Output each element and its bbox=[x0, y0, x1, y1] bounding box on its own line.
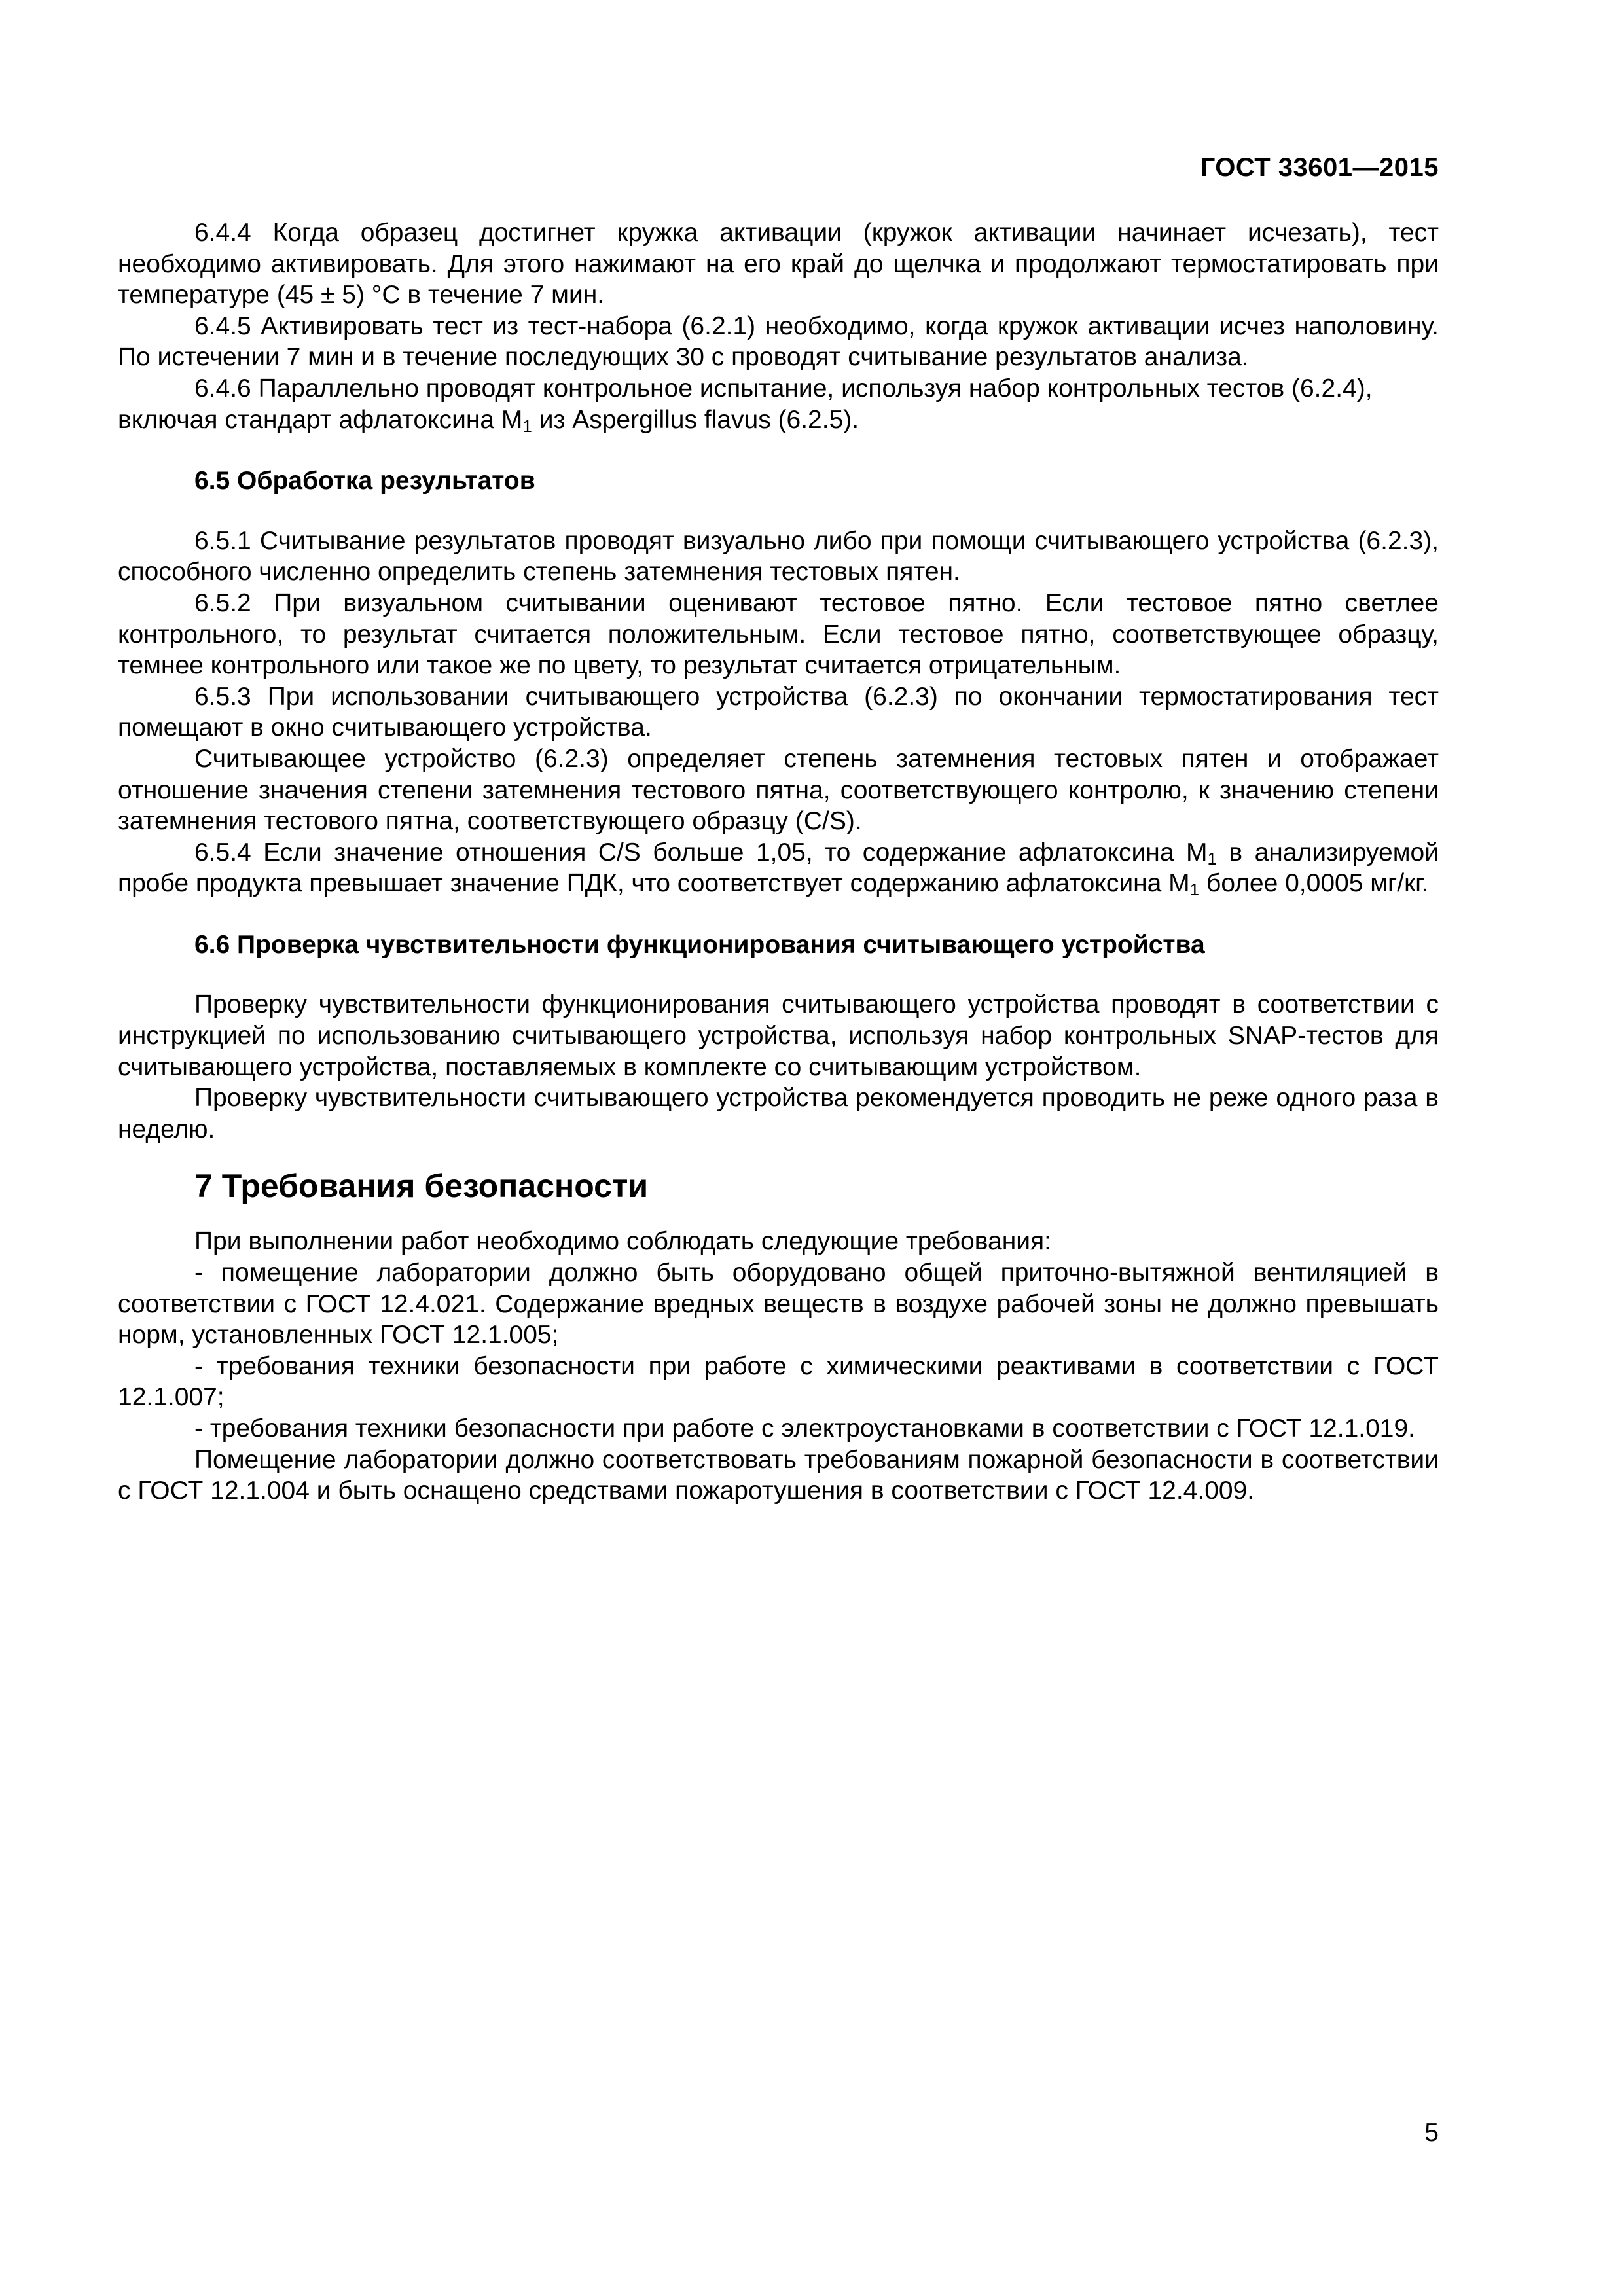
paragraph-7-chemicals: - требования техники безопасности при работе с химическими реактивами в соответствии с ГОСТ 12.1.007; bbox=[118, 1352, 1439, 1412]
paragraph-6-5-4-subscript-2: 1 bbox=[1189, 880, 1200, 900]
section-6-6-heading: 6.6 Проверка чувствительности функционирования считывающего устройства bbox=[194, 930, 1205, 959]
section-6-5-heading: 6.5 Обработка результатов bbox=[194, 467, 535, 495]
standard-header: ГОСТ 33601—2015 bbox=[1200, 153, 1439, 182]
paragraph-6-5-4-text-a: 6.5.4 Если значение отношения C/S больше 1,05, то содержание афлатоксина М bbox=[194, 838, 1208, 867]
paragraph-6-4-5: 6.4.5 Активировать тест из тест-набора (6.2.1) необходимо, когда кружок активации исчез наполовину. По истечении 7 мин и в течение последующих 30 с проводят считывание результатов анализа. bbox=[118, 312, 1439, 372]
paragraph-6-6-1: Проверку чувствительности функционирования считывающего устройства проводят в соответствии с инструкцией по использованию считывающего устройства, используя набор контрольных SNAP-тестов для считывающего устройства, поставляемых в комплекте со считывающим устройством. bbox=[118, 990, 1439, 1081]
paragraph-6-4-6 bbox=[118, 373, 1439, 435]
paragraph-6-4-6-text-b: из Aspergillus flavus (6.2.5). bbox=[532, 405, 859, 434]
paragraph-7-intro: При выполнении работ необходимо соблюдать следующие требования: bbox=[194, 1227, 1051, 1256]
paragraph-6-5-4-text-b: в анализируемой пробе продукта превышает значение ПДК, что соответствует содержанию афлатоксина М bbox=[118, 838, 1439, 898]
section-7-heading: 7 Требования безопасности bbox=[194, 1168, 649, 1205]
paragraph-6-6-2: Проверку чувствительности считывающего устройства рекомендуется проводить не реже одного раза в неделю. bbox=[118, 1084, 1439, 1143]
paragraph-6-5-3-reader: Считывающее устройство (6.2.3) определяет степень затемнения тестовых пятен и отображает отношение значения степени затемнения тестового пятна, соответствующего контролю, к значению степени затемнения тестового пятна, соответствующего образцу (C/S). bbox=[118, 744, 1439, 836]
paragraph-6-5-4-subscript-1: 1 bbox=[1207, 848, 1217, 869]
page-content bbox=[118, 217, 1439, 1507]
paragraph-6-5-2: 6.5.2 При визуальном считывании оценивают тестовое пятно. Если тестовое пятно светлее контрольного, то результат считается положительным. Если тестовое пятно, соответствующее образцу, темнее контрольного или такое же по цвету, то результат считается отрицательным. bbox=[118, 588, 1439, 680]
page-number: 5 bbox=[1424, 2119, 1439, 2147]
paragraph-6-4-4: 6.4.4 Когда образец достигнет кружка активации (кружок активации начинает исчезать), тест необходимо активировать. Для этого нажимают на его край до щелчка и продолжают термостатировать при температуре (45 ± 5) °С в течение 7 мин. bbox=[118, 219, 1439, 310]
paragraph-7-fire-safety: Помещение лаборатории должно соответствовать требованиям пожарной безопасности в соответствии с ГОСТ 12.1.004 и быть оснащено средствами пожаротушения в соответствии с ГОСТ 12.4.009. bbox=[118, 1445, 1439, 1505]
paragraph-6-4-6-text-a: 6.4.6 Параллельно проводят контрольное испытание, используя набор контрольных тестов (6.2.4), включая стандарт афлатоксина М bbox=[118, 374, 1373, 434]
paragraph-6-5-4 bbox=[118, 837, 1439, 899]
paragraph-6-5-1: 6.5.1 Считывание результатов проводят визуально либо при помощи считывающего устройства (6.2.3), способного численно определить степень затемнения тестовых пятен. bbox=[118, 526, 1439, 586]
paragraph-6-5-4-text-c: более 0,0005 мг/кг. bbox=[1199, 869, 1429, 898]
paragraph-7-ventilation: - помещение лаборатории должно быть оборудовано общей приточно-вытяжной вентиляцией в соответствии с ГОСТ 12.4.021. Содержание вредных веществ в воздухе рабочей зоны не должно превышать норм, установленных ГОСТ 12.1.005; bbox=[118, 1259, 1439, 1350]
paragraph-7-electrical: - требования техники безопасности при работе с электроустановками в соответствии с ГОСТ 12.1.019. bbox=[194, 1414, 1416, 1443]
paragraph-6-4-6-subscript: 1 bbox=[522, 416, 532, 436]
paragraph-6-5-3: 6.5.3 При использовании считывающего устройства (6.2.3) по окончании термостатирования тест помещают в окно считывающего устройства. bbox=[118, 682, 1439, 742]
